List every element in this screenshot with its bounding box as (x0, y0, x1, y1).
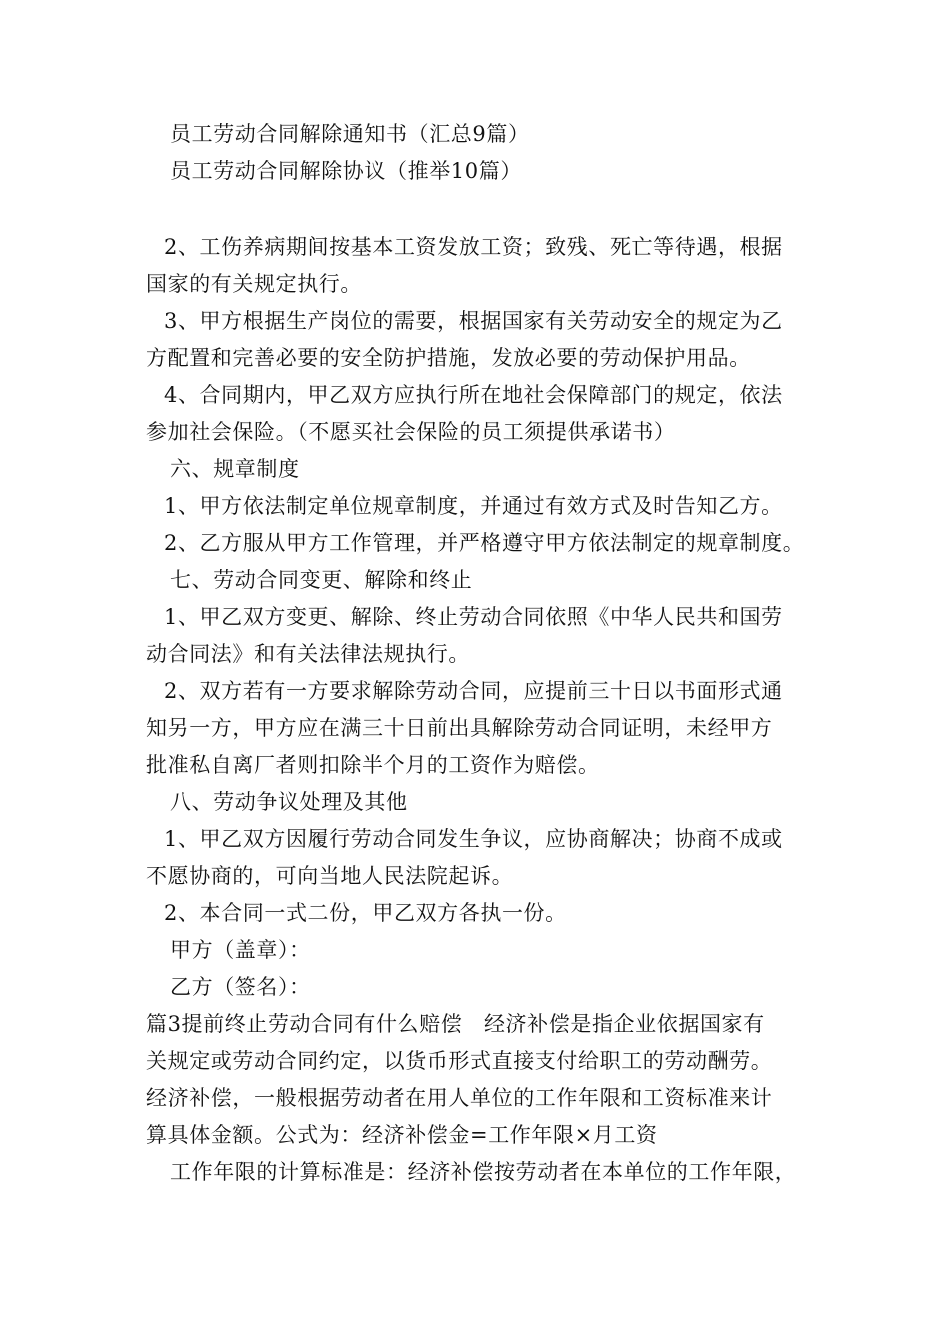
section-heading: 八、劳动争议处理及其他 (170, 790, 408, 814)
paragraph-line: 1、甲乙双方因履行劳动合同发生争议，应协商解决；协商不成或 (164, 827, 783, 851)
heading-line-2: 员工劳动合同解除协议（推举10篇） (170, 159, 522, 183)
paragraph-line: 国家的有关规定执行。 (146, 272, 362, 296)
paragraph-line: 不愿协商的，可向当地人民法院起诉。 (146, 864, 514, 888)
paragraph-line: 2、双方若有一方要求解除劳动合同，应提前三十日以书面形式通 (164, 679, 783, 703)
paragraph-line: 经济补偿，一般根据劳动者在用人单位的工作年限和工资标准来计 (146, 1086, 773, 1110)
paragraph-line: 关规定或劳动合同约定，以货币形式直接支付给职工的劳动酬劳。 (146, 1049, 773, 1073)
paragraph-line: 动合同法》和有关法律法规执行。 (146, 642, 470, 666)
signature-party-a: 甲方（盖章）： (170, 938, 311, 962)
paragraph-line: 2、本合同一式二份，甲乙双方各执一份。 (164, 901, 567, 925)
paragraph-line: 2、工伤养病期间按基本工资发放工资；致残、死亡等待遇，根据 (164, 235, 783, 259)
paragraph-line: 方配置和完善必要的安全防护措施，发放必要的劳动保护用品。 (146, 346, 751, 370)
paragraph-line: 1、甲方依法制定单位规章制度，并通过有效方式及时告知乙方。 (164, 494, 783, 518)
section-heading: 六、规章制度 (170, 457, 300, 481)
paragraph-line: 2、乙方服从甲方工作管理，并严格遵守甲方依法制定的规章制度。 (164, 531, 805, 555)
paragraph-line: 篇3提前终止劳动合同有什么赔偿 经济补偿是指企业依据国家有 (146, 1012, 765, 1036)
paragraph-line: 3、甲方根据生产岗位的需要，根据国家有关劳动安全的规定为乙 (164, 309, 783, 333)
paragraph-line: 知另一方，甲方应在满三十日前出具解除劳动合同证明，未经甲方 (146, 716, 773, 740)
paragraph-line: 参加社会保险。（不愿买社会保险的员工须提供承诺书） (146, 420, 676, 444)
paragraph-line: 工作年限的计算标准是：经济补偿按劳动者在本单位的工作年限， (170, 1160, 797, 1184)
heading-line-1: 员工劳动合同解除通知书（汇总9篇） (170, 122, 530, 146)
section-heading: 七、劳动合同变更、解除和终止 (170, 568, 473, 592)
paragraph-line: 1、甲乙双方变更、解除、终止劳动合同依照《中华人民共和国劳 (164, 605, 783, 629)
paragraph-line: 批准私自离厂者则扣除半个月的工资作为赔偿。 (146, 753, 600, 777)
signature-party-b: 乙方（签名）： (170, 975, 311, 999)
paragraph-line: 算具体金额。公式为：经济补偿金=工作年限×月工资 (146, 1123, 658, 1147)
paragraph-line: 4、合同期内，甲乙双方应执行所在地社会保障部门的规定，依法 (164, 383, 783, 407)
